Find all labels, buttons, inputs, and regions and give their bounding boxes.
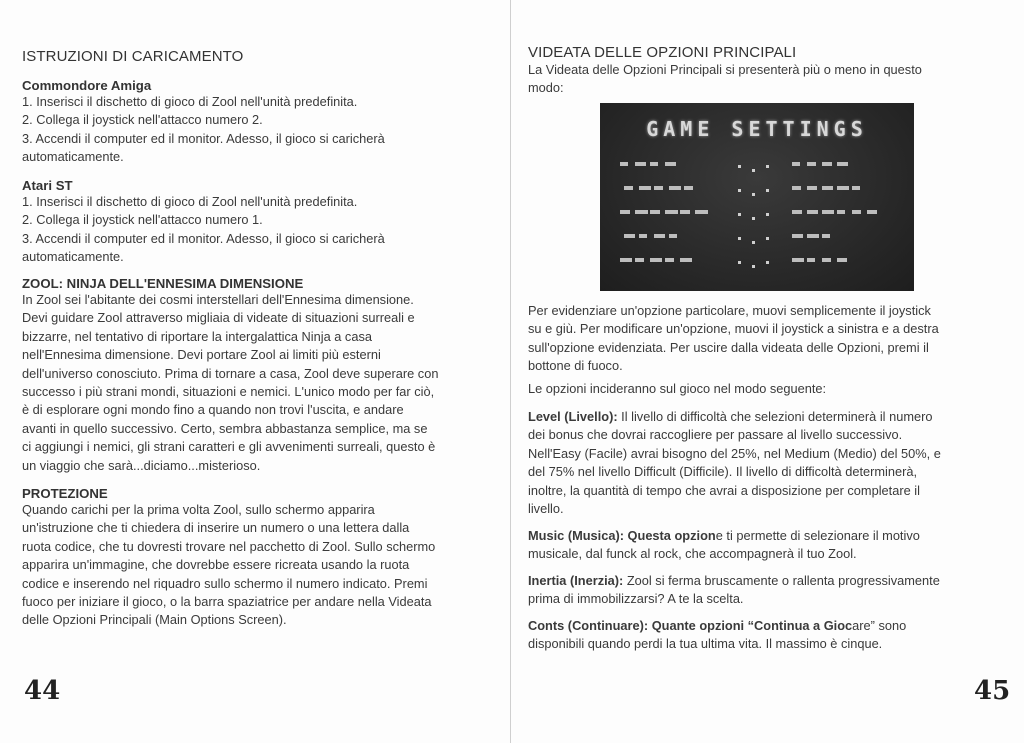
left-page bbox=[0, 0, 510, 743]
navigation-line: Per evidenziare un'opzione particolare, muovi semplicemente il joystick bbox=[528, 303, 931, 318]
menu-row bbox=[620, 255, 894, 267]
game-settings-screenshot bbox=[600, 103, 914, 291]
amiga-heading: Commondore Amiga bbox=[22, 78, 152, 93]
atari-line: 2. Collega il joystick nell'attacco numero 1. bbox=[22, 212, 263, 228]
menu-row bbox=[620, 207, 894, 219]
inertia-text bbox=[528, 572, 1004, 609]
loading-section bbox=[22, 48, 500, 65]
music-label: Music (Musica): Questa opzion bbox=[528, 528, 716, 543]
protection-section bbox=[22, 486, 500, 630]
navigation-line: sull'opzione evidenziata. Per uscire dalla videata delle Opzioni, premi il bbox=[528, 339, 929, 355]
protection-line: ruota codice, che tu dovresti trovare nel pacchetto di Zool. Sullo schermo bbox=[22, 538, 436, 554]
screen-title: GAME SETTINGS bbox=[646, 117, 868, 141]
protection-line: codice e inserendo nel riquadro sullo schermo il numero indicato. Premi bbox=[22, 575, 428, 591]
zool-line: bizzarre, nel tentativo di riportare la intergalattica Ninja a casa bbox=[22, 328, 372, 344]
inertia-first: Zool si ferma bruscamente o rallenta progressivamente bbox=[623, 573, 940, 588]
page-number-right: 45 bbox=[974, 676, 1011, 706]
music-section bbox=[528, 527, 1004, 564]
options-section bbox=[528, 44, 1004, 98]
menu-row bbox=[620, 183, 894, 195]
navigation-text bbox=[528, 302, 1004, 376]
amiga-line: 2. Collega il joystick nell'attacco numero 2. bbox=[22, 112, 263, 128]
level-first-line bbox=[528, 408, 1004, 426]
conts-text bbox=[528, 617, 1004, 654]
music-first: e ti permette di selezionare il motivo bbox=[715, 528, 920, 543]
music-text bbox=[528, 527, 1004, 564]
effects-line: Le opzioni incideranno sul gioco nel modo seguente: bbox=[528, 381, 827, 396]
protection-line: apparira un'immagine, che dovrebbe essere ricreata usando la ruota bbox=[22, 557, 410, 573]
zool-line: nell'Ennesima dimensione. Devi portare Zool ai limiti più esterni bbox=[22, 347, 381, 363]
zool-line: Devi guidare Zool attraverso migliaia di videate di situazioni surreali e bbox=[22, 310, 415, 326]
inertia-first-line bbox=[528, 572, 1004, 590]
protection-heading: PROTEZIONE bbox=[22, 486, 108, 501]
music-first-line bbox=[528, 527, 1004, 545]
conts-label: Conts (Continuare): Quante opzioni “Continua a Gioc bbox=[528, 618, 853, 633]
menu-row bbox=[620, 231, 894, 243]
zool-line: ci aggiungi i nemici, gli strani caratteri e gli avvenimenti surreali, questo è bbox=[22, 439, 436, 455]
page-fold bbox=[510, 0, 511, 743]
protection-line: un'istruzione che ti chiedera di inserire un numero o una lettera dalla bbox=[22, 520, 410, 536]
page-number-left: 44 bbox=[24, 676, 61, 706]
navigation-line: bottone di fuoco. bbox=[528, 358, 623, 374]
menu-row bbox=[620, 159, 894, 171]
protection-line: fuoco per iniziare il gioco, o la barra spaziatrice per andare nella Videata bbox=[22, 594, 432, 610]
level-line: Nell'Easy (Facile) avrai bisogno del 25%, nel Medium (Medio) del 50%, e bbox=[528, 445, 941, 461]
conts-first-line bbox=[528, 617, 1004, 635]
amiga-section bbox=[22, 78, 500, 167]
zool-line: un viaggio che sarà...diciamo...misterioso. bbox=[22, 457, 261, 473]
level-first: Il livello di difficoltà che selezioni determinerà il numero bbox=[617, 409, 933, 424]
conts-line: disponibili quando perdi la tua ultima vita. Il massimo è cinque. bbox=[528, 636, 883, 652]
zool-text bbox=[22, 291, 500, 475]
amiga-line: 1. Inserisci il dischetto di gioco di Zool nell'unità predefinita. bbox=[22, 94, 358, 109]
conts-section bbox=[528, 617, 1004, 654]
level-section bbox=[528, 408, 1004, 518]
protection-line: delle Opzioni Principali (Main Options Screen). bbox=[22, 612, 287, 628]
navigation-line: su e giù. Per modificare un'opzione, muovi il joystick a sinistra e a destra bbox=[528, 321, 939, 337]
navigation-section bbox=[528, 302, 1004, 376]
amiga-line: 3. Accendi il computer ed il monitor. Adesso, il gioco si caricherà bbox=[22, 130, 385, 146]
intro-line: La Videata delle Opzioni Principali si presenterà più o meno in questo bbox=[528, 62, 922, 77]
atari-line: automaticamente. bbox=[22, 249, 124, 265]
zool-section bbox=[22, 276, 500, 475]
protection-text bbox=[22, 501, 500, 630]
right-page bbox=[512, 0, 1024, 743]
level-line: livello. bbox=[528, 501, 564, 517]
amiga-steps bbox=[22, 93, 500, 167]
atari-steps bbox=[22, 193, 500, 267]
level-line: del 75% nel livello Difficult (Difficile). Il livello di difficoltà determinerà, bbox=[528, 464, 918, 480]
zool-line: successo i più strani mondi, situazioni e nemici. L'unico modo per far ciò, bbox=[22, 384, 435, 400]
zool-line: avanti in quello successivo. Certo, sembra abbastanza semplice, ma se bbox=[22, 420, 428, 436]
level-label: Level (Livello): bbox=[528, 409, 618, 424]
level-line: inoltre, la quantità di tempo che avrai a disposizione per completare il bbox=[528, 482, 920, 498]
zool-heading: ZOOL: NINJA DELL'ENNESIMA DIMENSIONE bbox=[22, 276, 304, 291]
zool-line: è di esplorare ogni mondo fino a quando non trovi l'uscita, e andare bbox=[22, 402, 404, 418]
inertia-line: prima di immobilizzarsi? A te la scelta. bbox=[528, 591, 744, 607]
atari-heading: Atari ST bbox=[22, 178, 73, 193]
options-intro bbox=[528, 61, 1004, 98]
protection-line: Quando carichi per la prima volta Zool, sullo schermo apparira bbox=[22, 502, 375, 517]
atari-line: 1. Inserisci il dischetto di gioco di Zool nell'unità predefinita. bbox=[22, 194, 358, 209]
zool-line: In Zool sei l'abitante dei cosmi interstellari dell'Ennesima dimensione. bbox=[22, 292, 414, 307]
atari-line: 3. Accendi il computer ed il monitor. Adesso, il gioco si caricherà bbox=[22, 230, 385, 246]
loading-title: ISTRUZIONI DI CARICAMENTO bbox=[22, 48, 244, 65]
level-line: dei bonus che dovrai raccogliere per passare al livello successivo. bbox=[528, 427, 903, 443]
options-title: VIDEATA DELLE OPZIONI PRINCIPALI bbox=[528, 44, 797, 61]
zool-line: dell'universo conosciuto. Prima di tornare a casa, Zool deve superare con bbox=[22, 365, 439, 381]
atari-section bbox=[22, 178, 500, 267]
level-text bbox=[528, 408, 1004, 518]
amiga-line: automaticamente. bbox=[22, 149, 124, 165]
inertia-label: Inertia (Inerzia): bbox=[528, 573, 624, 588]
music-line: musicale, dal funck al rock, che accompagnerà il tuo Zool. bbox=[528, 546, 857, 562]
inertia-section bbox=[528, 572, 1004, 609]
effects-intro bbox=[528, 380, 1004, 398]
intro-line: modo: bbox=[528, 80, 564, 96]
conts-first: are” sono bbox=[852, 618, 907, 633]
